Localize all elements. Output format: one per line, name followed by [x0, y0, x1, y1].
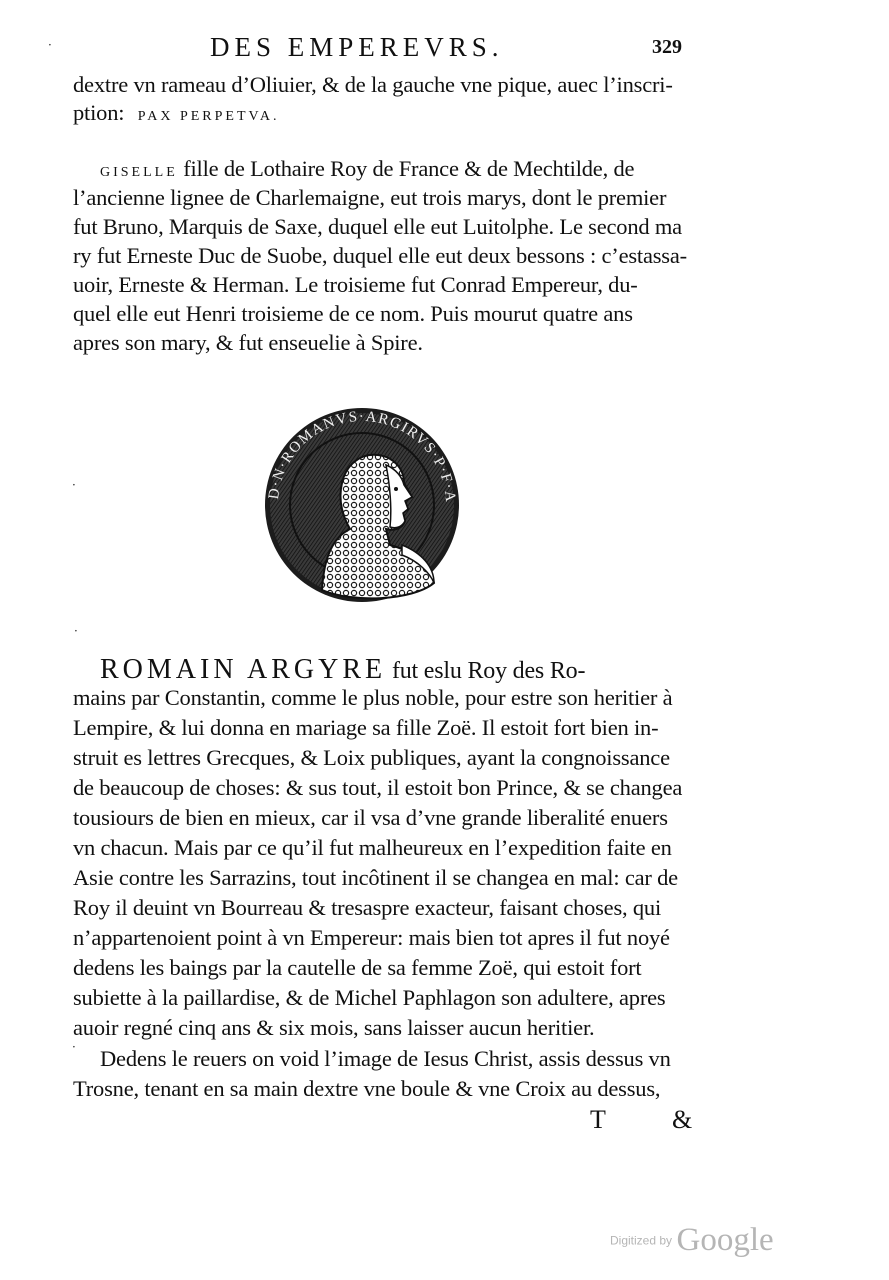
- text-line: de beaucoup de choses: & sus tout, il estoit bon Prince, & se changea: [73, 775, 683, 800]
- lead-name: GISELLE: [100, 165, 178, 180]
- text-fragment: fille de Lothaire Roy de France & de Mechtilde, de: [177, 156, 635, 181]
- text-line: fut Bruno, Marquis de Saxe, duquel elle eut Luitolphe. Le second ma: [73, 214, 682, 239]
- text-line: [100, 654, 585, 686]
- text-line: apres son mary, & fut enseuelie à Spire.: [73, 330, 423, 355]
- running-head: DES EMPEREVRS.: [210, 32, 504, 62]
- text-line: Lempire, & lui donna en mariage sa fille Zoë. Il estoit fort bien in-: [73, 715, 659, 740]
- medal-portrait-image: [262, 405, 462, 605]
- page-number: 329: [652, 36, 682, 58]
- ink-speck: ·: [72, 1040, 76, 1054]
- text-line: Dedens le reuers on void l’image de Iesus Christ, assis dessus vn: [100, 1046, 671, 1071]
- text-line: Trosne, tenant en sa main dextre vne boule & vne Croix au dessus,: [73, 1076, 661, 1101]
- text-line: vn chacun. Mais par ce qu’il fut malheureux en l’expedition faite en: [73, 835, 672, 860]
- text-line: auoir regné cinq ans & six mois, sans laisser aucun heritier.: [73, 1015, 595, 1040]
- page-header: [0, 32, 889, 68]
- text-line: dedens les baings par la cautelle de sa femme Zoë, qui estoit fort: [73, 955, 642, 980]
- text-fragment: ption:: [73, 100, 125, 125]
- ink-speck: ·: [74, 624, 78, 638]
- text-line: quel elle eut Henri troisieme de ce nom. Puis mourut quatre ans: [73, 301, 633, 326]
- text-line: struit es lettres Grecques, & Loix publiques, ayant la congnoissance: [73, 745, 670, 770]
- ink-speck: ·: [72, 478, 76, 492]
- text-line: uoir, Erneste & Herman. Le troisieme fut Conrad Empereur, du-: [73, 272, 638, 297]
- text-fragment: fut eslu Roy des Ro-: [386, 658, 586, 684]
- text-line: Roy il deuint vn Bourreau & tresaspre exacteur, faisant choses, qui: [73, 895, 662, 920]
- lead-name: ROMAIN ARGYRE: [100, 654, 387, 685]
- medal-legend: D·N·ROMANVS·ARGIRVS·P·F·A: [266, 408, 459, 502]
- text-line: mains par Constantin, comme le plus noble, pour estre son heritier à: [73, 685, 673, 710]
- text-line: n’appartenoient point à vn Empereur: mais bien tot apres il fut noyé: [73, 925, 670, 950]
- text-line: [73, 100, 279, 126]
- inscription-text: PAX PERPETVA.: [137, 109, 280, 124]
- text-line: Asie contre les Sarrazins, tout incôtinent il se changea en mal: car de: [73, 865, 678, 890]
- text-line: l’ancienne lignee de Charlemaigne, eut trois marys, dont le premier: [73, 185, 667, 210]
- google-logo: Google: [676, 1222, 774, 1258]
- text-line: dextre vn rameau d’Oliuier, & de la gauche vne pique, auec l’inscri-: [73, 72, 673, 97]
- ink-speck: ·: [48, 38, 52, 52]
- text-line: ry fut Erneste Duc de Suobe, duquel elle eut deux bessons : c’estassa-: [73, 243, 687, 268]
- watermark-prefix: Digitized by: [610, 1233, 673, 1248]
- digitization-watermark: [610, 1222, 774, 1259]
- signature-mark: T: [590, 1105, 606, 1134]
- medal-engraving: [262, 405, 462, 605]
- catchword: &: [672, 1105, 693, 1134]
- text-line: subiette à la paillardise, & de Michel Paphlagon son adultere, apres: [73, 985, 666, 1010]
- text-line: [100, 156, 634, 182]
- text-line: tousiours de bien en mieux, car il vsa d’vne grande liberalité enuers: [73, 805, 668, 830]
